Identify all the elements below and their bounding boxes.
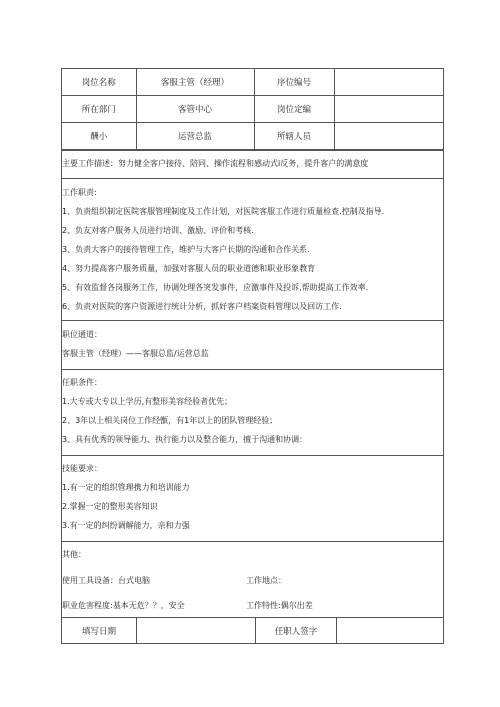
department-label: 所在部门 <box>62 96 136 123</box>
position-name-value: 客服主管（经理） <box>136 69 254 96</box>
sequence-no-label: 序位编号 <box>254 69 334 96</box>
skills-section <box>62 455 443 541</box>
duty-item: 6、负责对医院的客户资源进行统计分析，抓好客户档案资料管理以及回访工作. <box>62 302 342 311</box>
other-title: 其他： <box>62 550 86 559</box>
duties-section <box>62 178 443 320</box>
fill-date-field[interactable] <box>137 618 256 643</box>
reports-to-value: 运营总监 <box>136 123 254 150</box>
job-description-form <box>61 68 444 644</box>
nature-text: 工作特性:偶尔出差 <box>246 601 313 610</box>
skill-item: 2.掌握一定的整形美容知识 <box>62 502 158 511</box>
skills-title: 技能要求： <box>62 464 102 473</box>
fill-date-label: 填写日期 <box>62 618 137 643</box>
career-path-section <box>62 320 443 369</box>
duty-item: 2、负友对客户服务人员进行培训、激励、评价和考核. <box>62 226 254 235</box>
table-row <box>62 96 443 123</box>
signature-label: 任职人签字 <box>256 618 337 643</box>
table-row <box>62 69 443 96</box>
qualification-item: 3、具有优秀的领导能力、执行能力以及整合能力，擅于沟通和协调： <box>62 435 308 444</box>
reports-to-label: 酬小 <box>62 123 136 150</box>
headcount-label: 岗位定编 <box>254 96 334 123</box>
subordinates-field[interactable] <box>334 123 443 150</box>
sequence-no-field[interactable] <box>334 69 443 96</box>
career-path-title: 职位通道： <box>62 330 102 339</box>
other-row <box>62 572 443 589</box>
footer-row <box>62 617 443 643</box>
qualification-item: 2、3年以上相关岗位工作经甑，有1年以上的团队管理经验； <box>62 416 278 425</box>
hazard-text: 职业危害程度:基本无危？？，安全 <box>62 601 185 610</box>
location-text: 工作地点： <box>246 576 286 585</box>
skill-item: 1.有一定的组织管理携力和培训能力 <box>62 483 190 492</box>
duty-item: 1、负责组织制定医院客服管理制度及工作计划，对医院客服工作进行质量检查.控制及指导. <box>62 207 385 216</box>
duty-item: 3、负责大客户的接待管理工作，维护与大客户长期的沟通和合作关系. <box>62 245 310 254</box>
subordinates-label: 所辖人员 <box>254 123 334 150</box>
main-duty-section <box>62 150 443 178</box>
skill-item: 3.有一定的纠纷调解能力，亲和力强 <box>62 521 190 530</box>
basic-info-table <box>62 69 443 150</box>
other-row <box>62 597 443 614</box>
signature-field[interactable] <box>337 618 443 643</box>
other-section <box>62 541 443 617</box>
qualifications-title: 任职条件： <box>62 378 102 387</box>
qualification-item: 1.大专或大专以上学历,有整形美容经验者优先； <box>62 397 233 406</box>
department-value: 客管中心 <box>136 96 254 123</box>
table-row <box>62 123 443 150</box>
equipment-text: 使用工具设备：台式电脑 <box>62 576 150 585</box>
main-duty-text: 主要工作描述：努力健全客户接待、陪同、操作流程和感动式i反务，提升客户的满意度 <box>62 159 369 168</box>
qualifications-section <box>62 369 443 455</box>
duty-item: 4、努力提高客户服务质量，加强对客服人员的职业道德和职业形象教育 <box>62 264 316 273</box>
headcount-field[interactable] <box>334 96 443 123</box>
duty-item: 5、有效监督各岗服务工作，协调处理各突发事件，应激事件及投诉,帮助提高工作效率. <box>62 283 369 292</box>
duties-title: 工作职责: <box>62 188 97 197</box>
career-path-value: 客服主管（经理）——客服总监/运营总监 <box>62 349 209 358</box>
position-name-label: 岗位名称 <box>62 69 136 96</box>
